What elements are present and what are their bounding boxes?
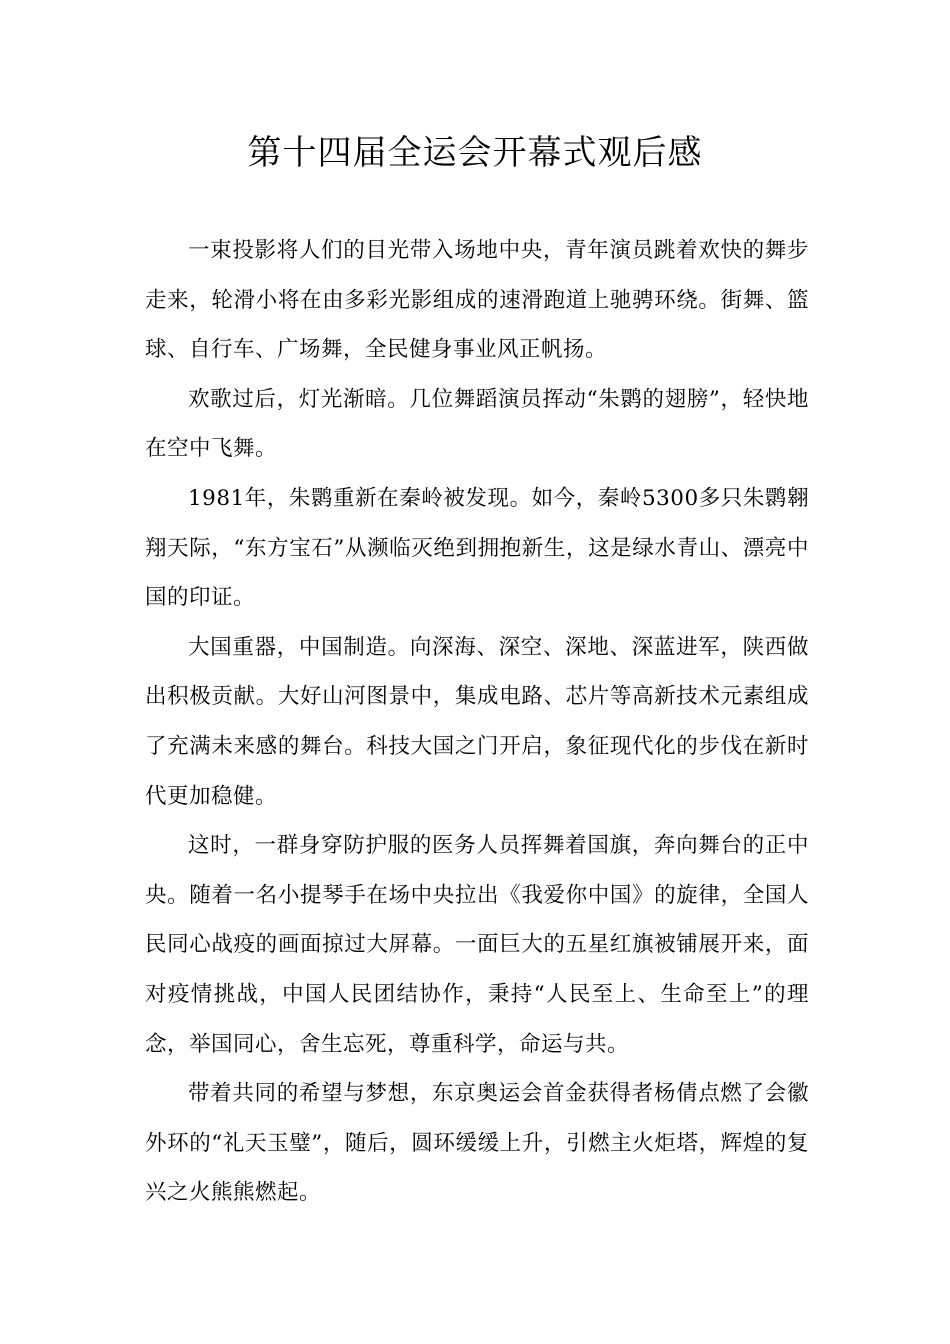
paragraph-6: 带着共同的希望与梦想，东京奥运会首金获得者杨倩点燃了会徽外环的“礼天玉璧”，随后，圆环缓缓上升，引燃主火炬塔，辉煌的复兴之火熊熊燃起。 (145, 1081, 809, 1206)
paragraph-4: 大国重器，中国制造。向深海、深空、深地、深蓝进军，陕西做出积极贡献。大好山河图景中，集成电路、芯片等高新技术元素组成了充满未来感的舞台。科技大国之门开启，象征现代化的步伐在新时代更加稳健。 (145, 634, 809, 809)
document-body (145, 226, 809, 1218)
paragraph-3: 1981年，朱鹮重新在秦岭被发现。如今，秦岭5300多只朱鹮翱翔天际，“东方宝石”从濒临灭绝到拥抱新生，这是绿水青山、漂亮中国的印证。 (145, 485, 809, 611)
document-title: 第十四届全运会开幕式观后感 (247, 133, 703, 173)
paragraph-2: 欢歌过后，灯光渐暗。几位舞蹈演员挥动“朱鹮的翅膀”，轻快地在空中飞舞。 (145, 386, 809, 462)
paragraph-1: 一束投影将人们的目光带入场地中央，青年演员跳着欢快的舞步走来，轮滑小将在由多彩光影组成的速滑跑道上驰骋环绕。街舞、篮球、自行车、广场舞，全民健身事业风正帆扬。 (145, 238, 809, 363)
paragraph-5: 这时，一群身穿防护服的医务人员挥舞着国旗，奔向舞台的正中央。随着一名小提琴手在场中央拉出《我爱你中国》的旋律，全国人民同心战疫的画面掠过大屏幕。一面巨大的五星红旗被铺展开来，面对疫情挑战，中国人民团结协作，秉持“人民至上、生命至上”的理念，举国同心，舍生忘死，尊重科学，命运与共。 (145, 833, 809, 1057)
